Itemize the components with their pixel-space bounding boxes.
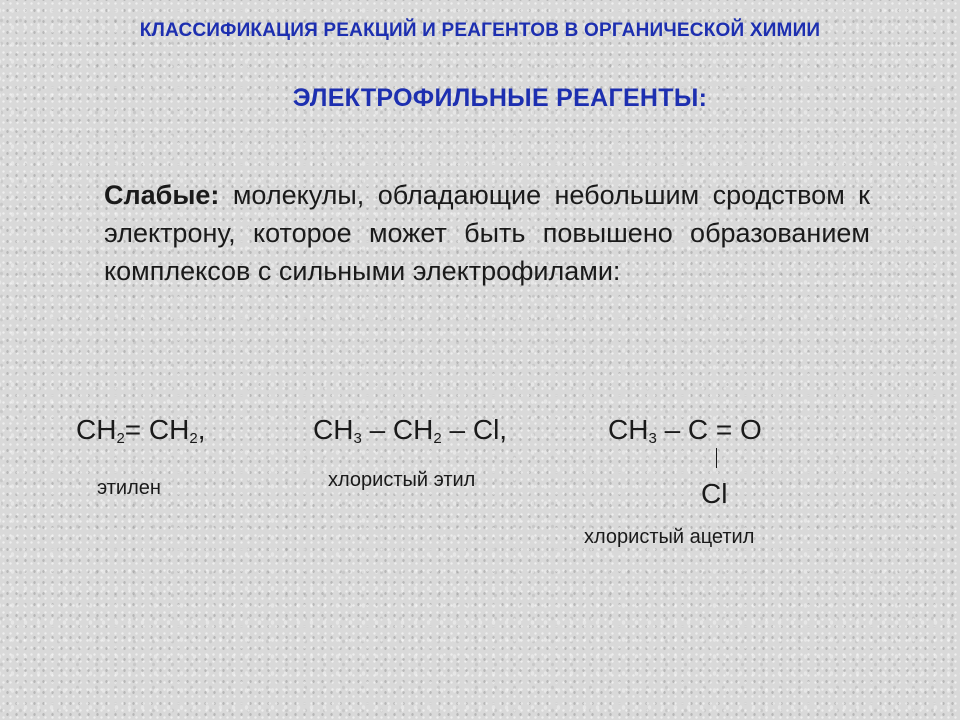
formula-ethylene	[76, 414, 206, 446]
slide-header-title: КЛАССИФИКАЦИЯ РЕАКЦИЙ И РЕАГЕНТОВ В ОРГАНИЧЕСКОЙ ХИМИИ	[139, 20, 821, 41]
formula-acetyl-substituent: Cl	[701, 478, 728, 509]
subtitle-container	[0, 0, 960, 140]
definition-paragraph	[104, 176, 870, 290]
definition-text: молекулы, обладающие небольшим сродством к электрону, которое может быть повышено образованием комплексов с сильными электрофилами:	[104, 180, 870, 286]
formula-ethyl-chloride	[313, 414, 507, 446]
formula-acetyl-chloride-subscript: 3	[648, 430, 657, 447]
formula-ethylene-subscript: 2	[116, 430, 125, 447]
caption-ethylene: этилен	[97, 477, 161, 499]
formula-acetyl-chloride	[608, 414, 762, 446]
formula-acetyl-chloride-part: CH	[608, 414, 649, 445]
formula-ethyl-chloride-part: – Cl,	[441, 414, 508, 445]
formula-ethyl-chloride-subscript: 2	[433, 430, 442, 447]
definition-term: Слабые:	[104, 180, 220, 210]
formula-ethylene-part: = CH	[124, 414, 190, 445]
caption-ethyl-chloride: хлористый этил	[328, 469, 476, 491]
formula-acetyl-chloride-part: – C = O	[656, 414, 762, 445]
formula-ethylene-part: CH	[76, 414, 117, 445]
vertical-bond-line	[716, 448, 717, 468]
formula-ethyl-chloride-part: – CH	[361, 414, 434, 445]
formula-ethylene-part: ,	[197, 414, 206, 445]
formula-ethylene-subscript: 2	[189, 430, 198, 447]
slide-subtitle: ЭЛЕКТРОФИЛЬНЫЕ РЕАГЕНТЫ:	[292, 84, 708, 112]
formula-ethyl-chloride-subscript: 3	[353, 430, 362, 447]
formula-ethyl-chloride-part: CH	[313, 414, 354, 445]
caption-acetyl-chloride: хлористый ацетил	[584, 526, 755, 548]
